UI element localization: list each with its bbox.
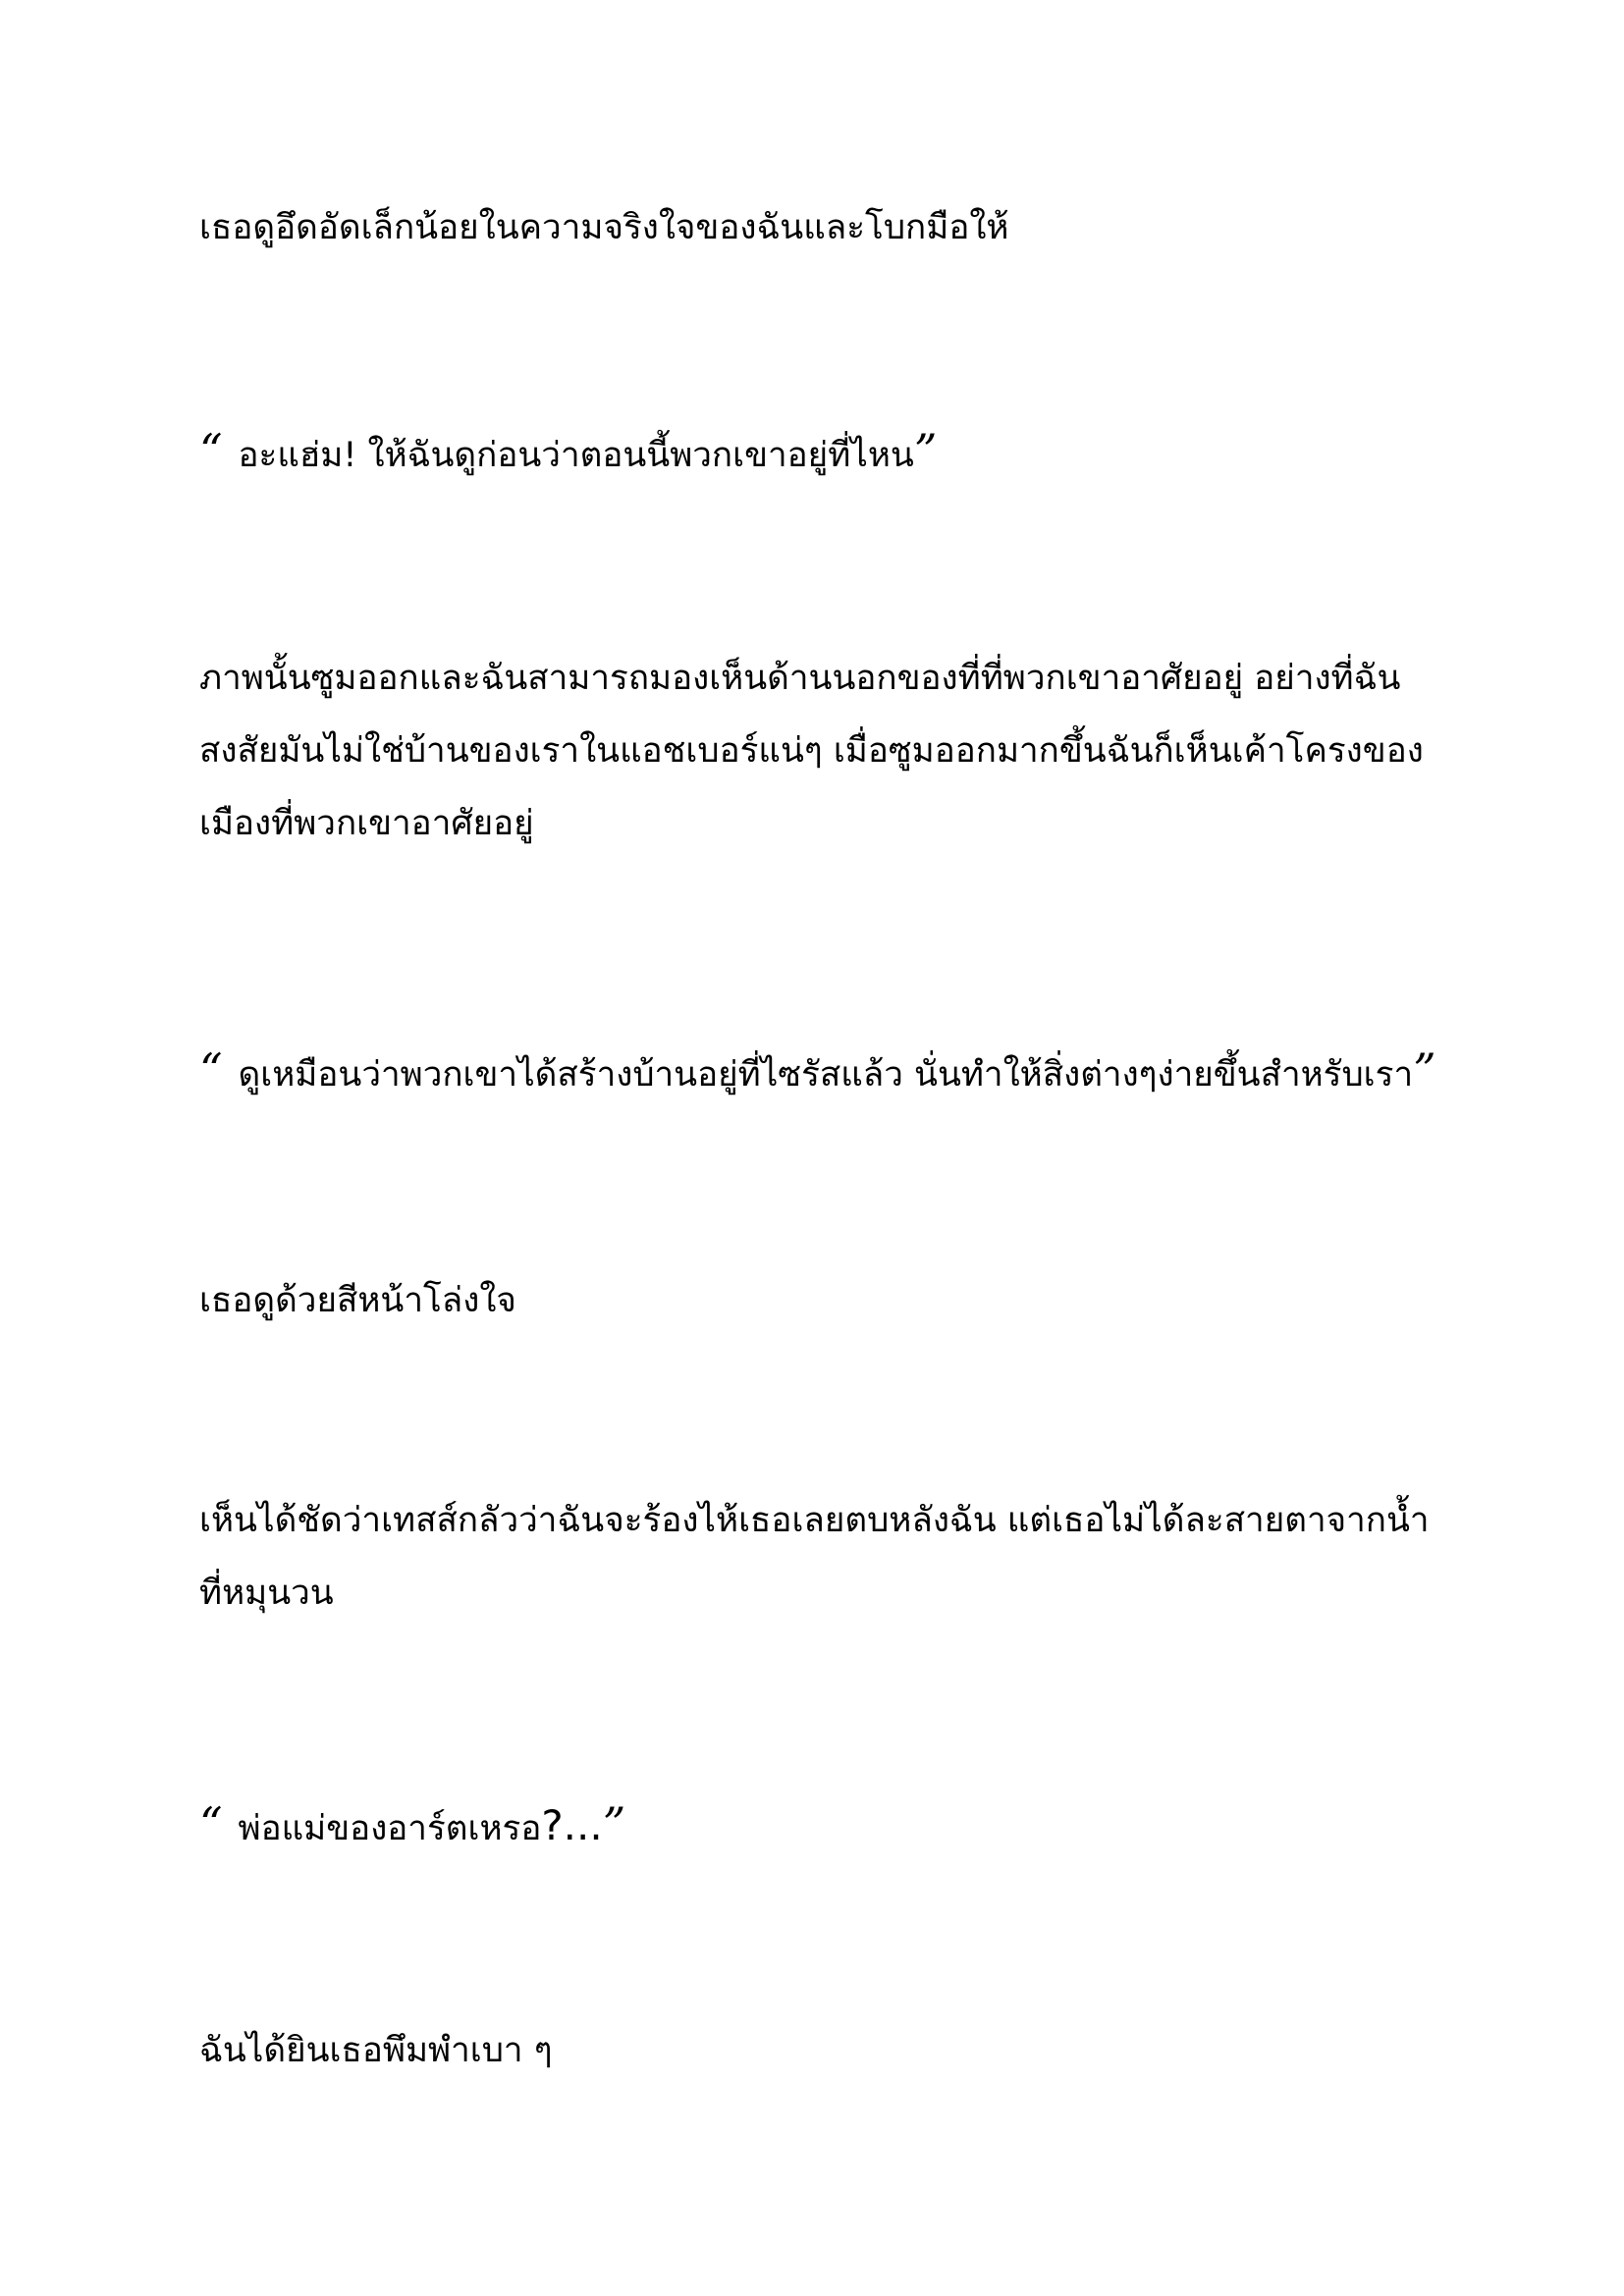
paragraph-narration [199, 2014, 1436, 2087]
text-line: ภาพนั้นซูมออกและฉันสามารถมองเห็นด้านนอกของที่ที่พวกเขาอาศัยอยู่ อย่างที่ฉัน [199, 659, 1401, 698]
paragraph-dialogue [199, 1039, 1436, 1111]
dialogue-line [199, 1789, 1436, 1865]
dialogue-line [199, 1039, 1436, 1111]
open-quote: “ [199, 424, 223, 477]
text-line: เมืองที่พวกเขาอาศัยอยู่ [199, 804, 534, 843]
text-line: สงสัยมันไม่ใช่บ้านของเราในแอชเบอร์แน่ๆ เมื่อซูมออกมากขึ้นฉันก็เห็นเค้าโครงของ [199, 731, 1424, 771]
dialogue-line [199, 419, 1436, 492]
text-line: ที่หมุนวน [199, 1574, 334, 1613]
paragraph-narration [199, 642, 1436, 860]
paragraph-dialogue [199, 419, 1436, 492]
close-quote: ” [602, 1797, 626, 1850]
text-line: เธอดูอึดอัดเล็กน้อยในความจริงใจของฉันและโบกมือให้ [199, 208, 1009, 247]
dialogue-text: พ่อแม่ของอาร์ตเหรอ [238, 1809, 542, 1848]
open-quote: “ [199, 1043, 223, 1096]
paragraph-dialogue [199, 1789, 1436, 1865]
text-line: ฉันได้ยินเธอพึมพำเบา ๆ [199, 2031, 553, 2070]
text-line: เห็นได้ชัดว่าเทสส์กลัวว่าฉันจะร้องไห้เธอเลยตบหลังฉัน แต่เธอไม่ได้ละสายตาจากน้ำ [199, 1501, 1430, 1540]
paragraph-narration [199, 1264, 1436, 1337]
close-quote: ” [1413, 1043, 1436, 1096]
paragraph-narration [199, 1484, 1436, 1629]
paragraph-narration [199, 191, 1436, 264]
dialogue-emphasis: ?... [541, 1801, 603, 1849]
close-quote: ” [913, 424, 938, 477]
text-line: เธอดูด้วยสีหน้าโล่งใจ [199, 1281, 516, 1320]
dialogue-text: ดูเหมือนว่าพวกเขาได้สร้างบ้านอยู่ที่ไซรัสแล้ว นั่นทำให้สิ่งต่างๆง่ายขึ้นสำหรับเรา [238, 1055, 1414, 1095]
dialogue-text: อะแฮ่ม! ให้ฉันดูก่อนว่าตอนนี้พวกเขาอยู่ที่ไหน [238, 436, 914, 475]
open-quote: “ [199, 1797, 223, 1850]
